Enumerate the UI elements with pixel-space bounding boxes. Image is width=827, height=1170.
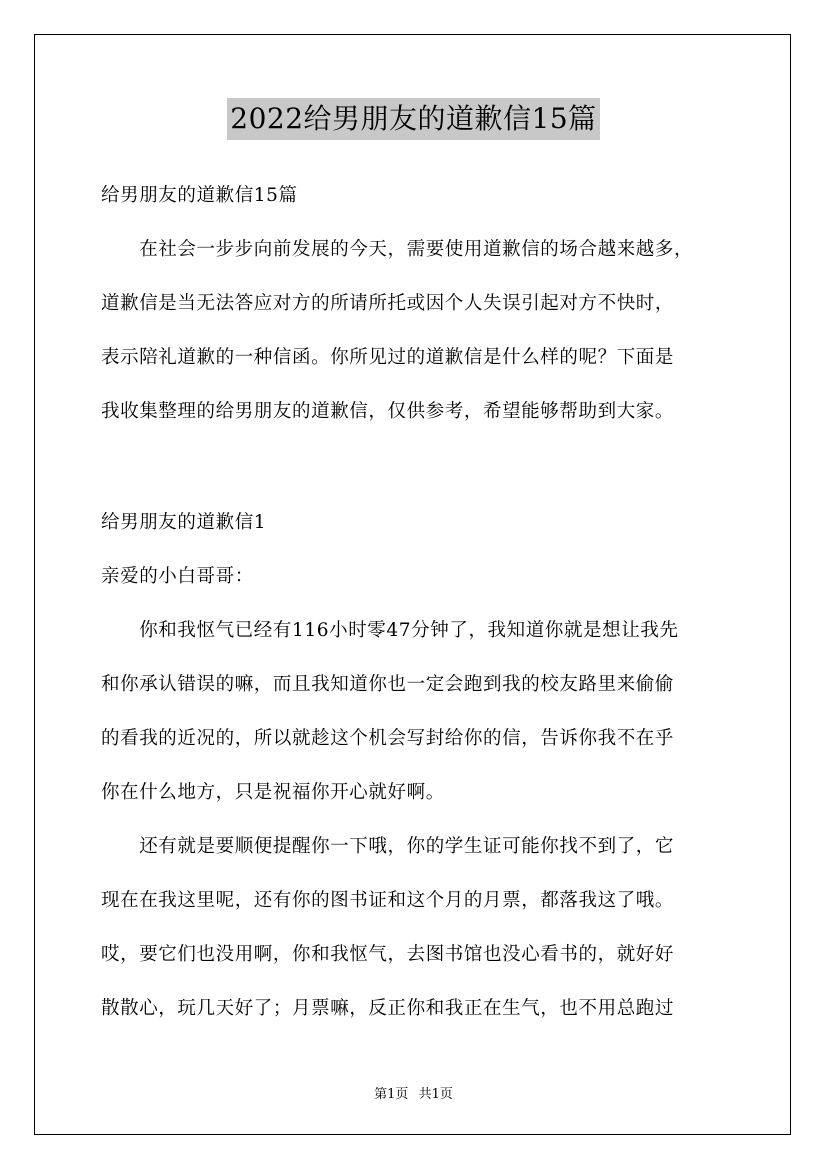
body-line: 我收集整理的给男朋友的道歉信，仅供参考，希望能够帮助到大家。: [101, 401, 675, 422]
page-number: 第1页: [374, 1087, 409, 1102]
salutation-line: 亲爱的小白哥哥：: [101, 566, 254, 587]
body-line: 你在什么地方，只是祝福你开心就好啊。: [101, 782, 445, 803]
subtitle-line: 给男朋友的道歉信15篇: [101, 185, 298, 206]
page-total: 共1页: [418, 1087, 453, 1102]
document-title: 2022给男朋友的道歉信15篇: [227, 98, 599, 140]
page-footer: [0, 1083, 827, 1102]
body-line: 表示陪礼道歉的一种信函。你所见过的道歉信是什么样的呢？下面是: [101, 347, 675, 368]
body-line: 现在在我这里呢，还有你的图书证和这个月的月票，都落我这了哦。: [101, 890, 675, 911]
section-heading: 给男朋友的道歉信1: [101, 512, 267, 533]
body-line: 道歉信是当无法答应对方的所请所托或因个人失误引起对方不快时，: [101, 293, 675, 314]
body-line: 散散心，玩几天好了；月票嘛，反正你和我正在生气，也不用总跑过: [101, 998, 675, 1019]
body-line: 在社会一步步向前发展的今天，需要使用道歉信的场合越来越多，: [101, 239, 694, 260]
body-line: 还有就是要顺便提醒你一下哦，你的学生证可能你找不到了，它: [101, 836, 675, 857]
title-container: [0, 98, 827, 140]
body-line: 你和我怄气已经有116小时零47分钟了，我知道你就是想让我先: [101, 620, 679, 641]
body-line: 的看我的近况的，所以就趁这个机会写封给你的信，告诉你我不在乎: [101, 728, 675, 749]
body-line: 和你承认错误的嘛，而且我知道你也一定会跑到我的校友路里来偷偷: [101, 674, 675, 695]
body-line: 哎，要它们也没用啊，你和我怄气，去图书馆也没心看书的，就好好: [101, 944, 675, 965]
